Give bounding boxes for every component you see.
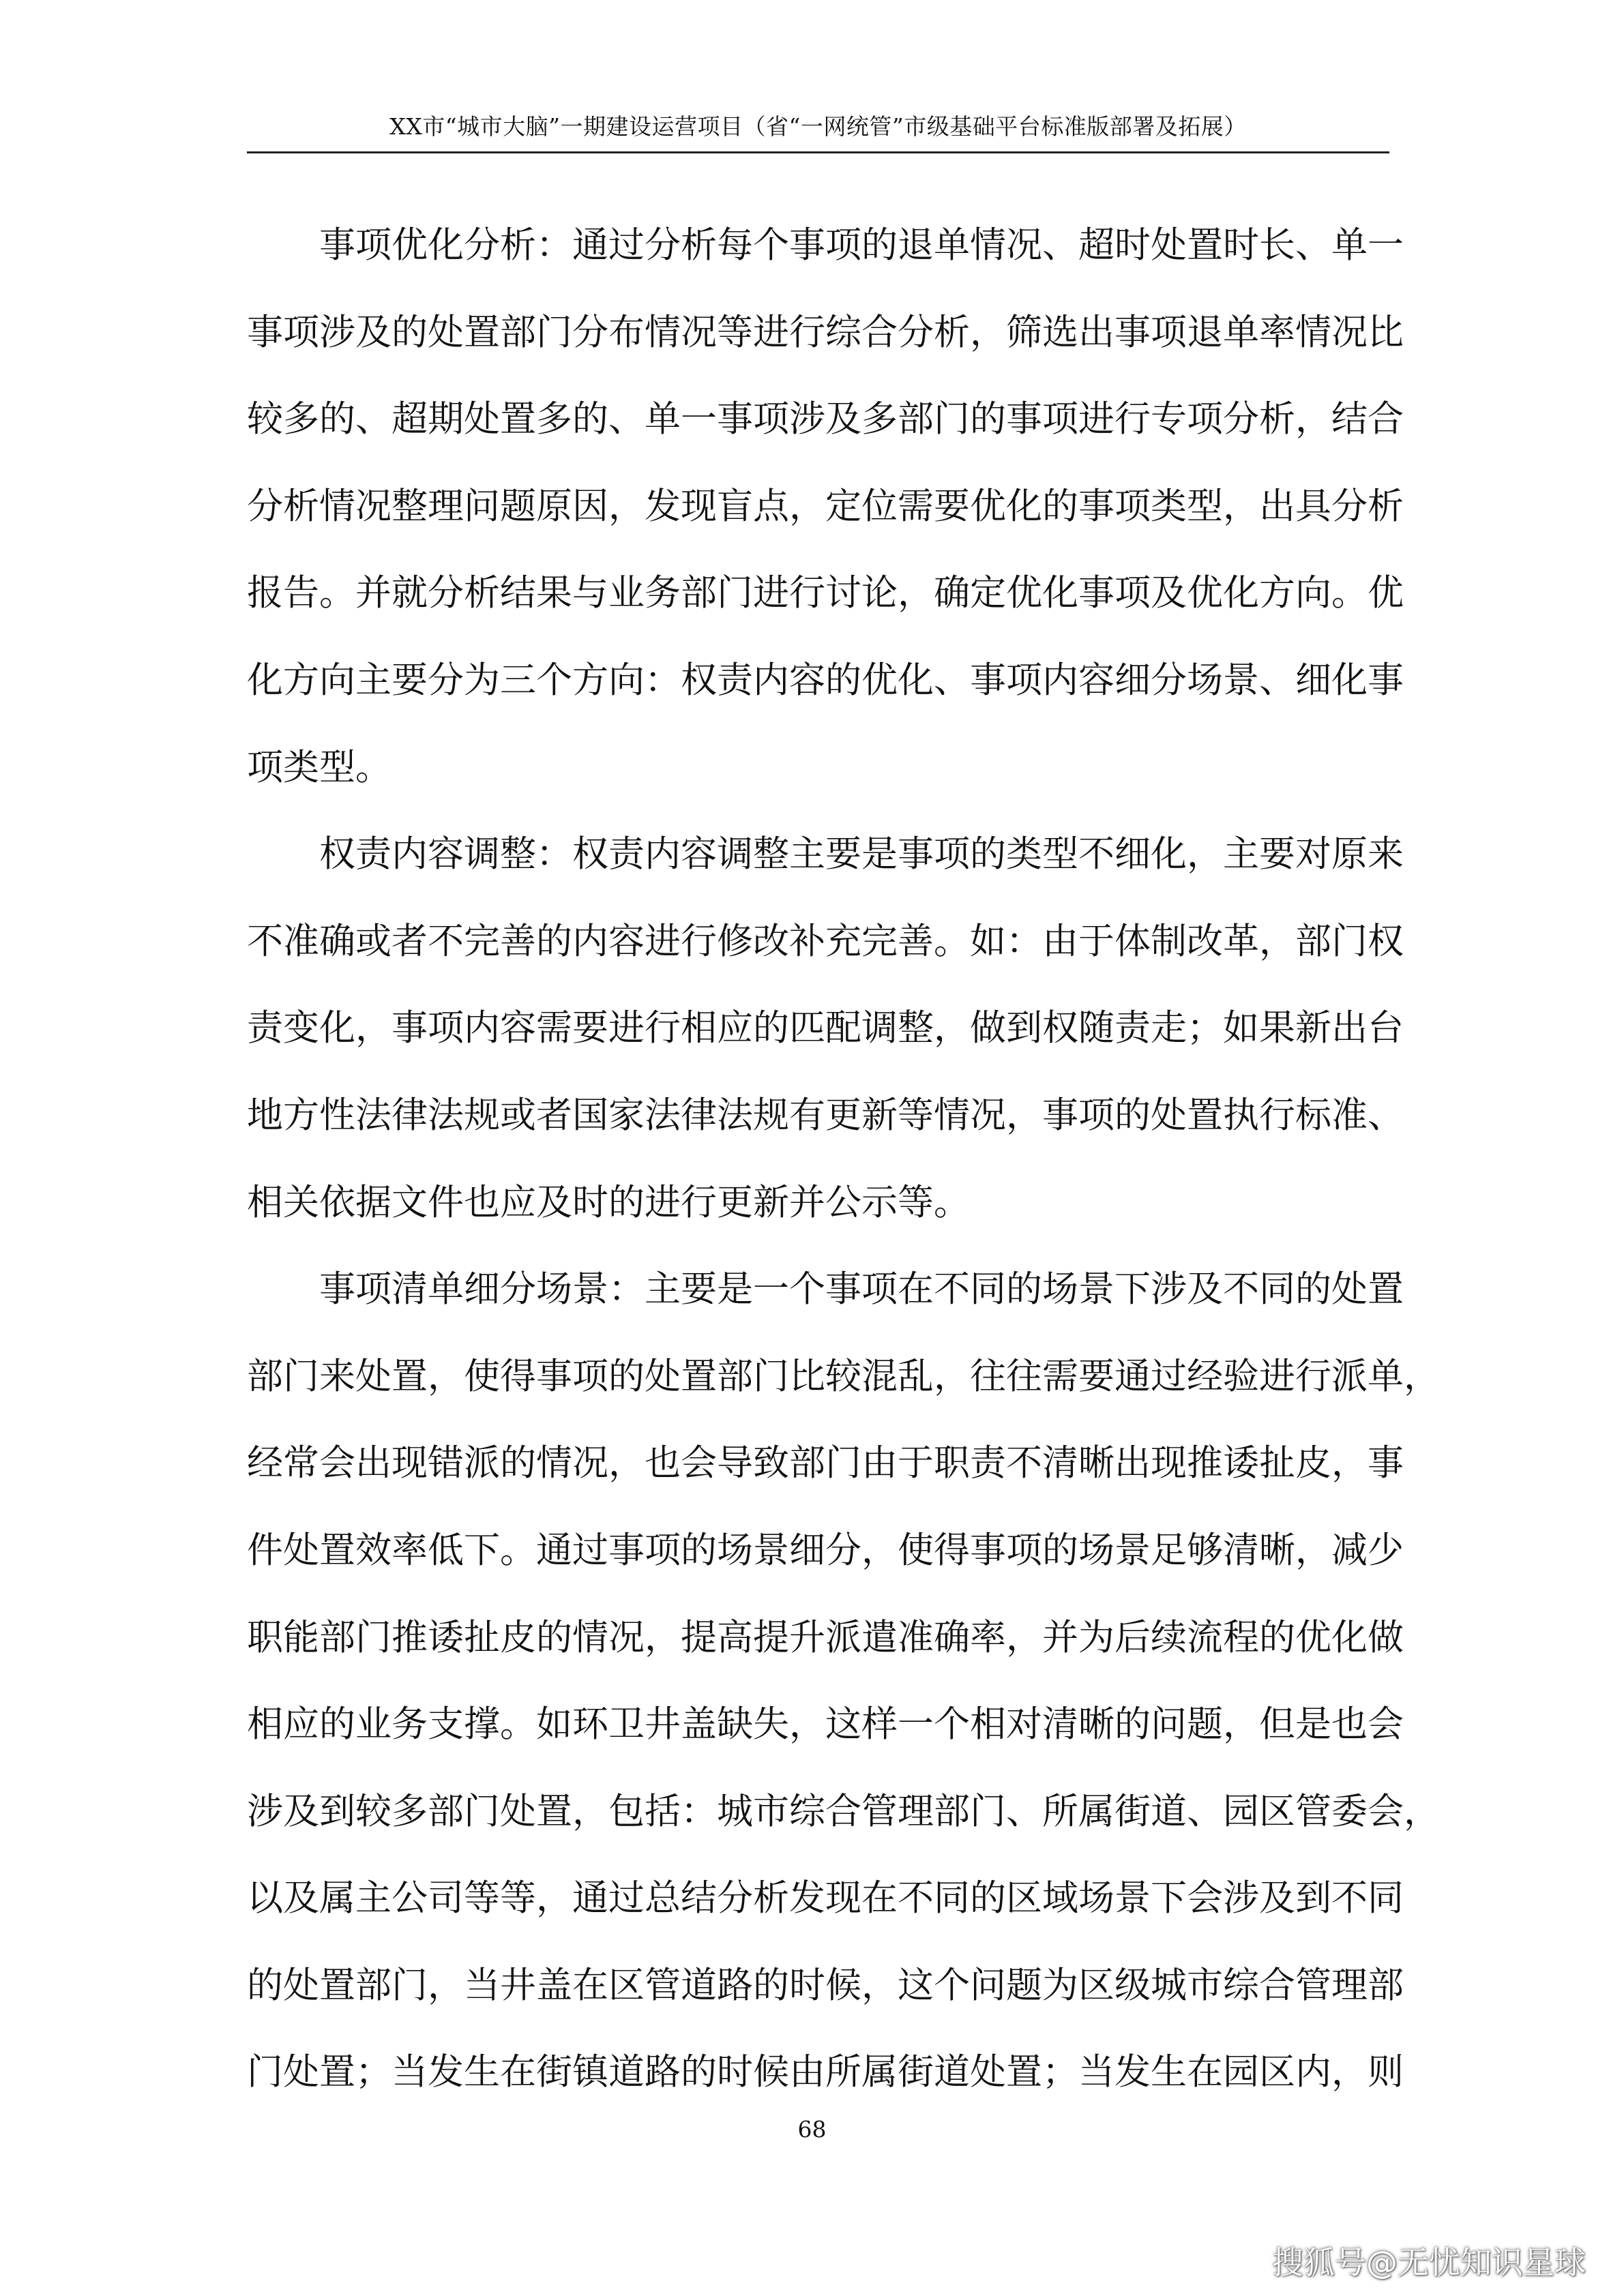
paragraph-line: 项类型。 — [247, 746, 392, 788]
paragraph-line: 地方性法律法规或者国家法律法规有更新等情况，事项的处置执行标准、 — [247, 1094, 1404, 1136]
paragraph-line: 化方向主要分为三个方向：权责内容的优化、事项内容细分场景、细化事 — [247, 659, 1404, 701]
watermark: 搜狐号@无忧知识星球 — [1272, 2244, 1586, 2281]
paragraph-line: 事项优化分析：通过分析每个事项的退单情况、超时处置时长、单一 — [319, 224, 1404, 266]
header-title: XX市“城市大脑”一期建设运营项目（省“一网统管”市级基础平台标准版部署及拓展） — [389, 113, 1247, 140]
paragraph-line: 以及属主公司等等，通过总结分析发现在不同的区域场景下会涉及到不同 — [247, 1877, 1404, 1920]
paragraph-responsibility-adjustment — [247, 822, 1404, 1257]
paragraph-line: 责变化，事项内容需要进行相应的匹配调整，做到权随责走；如果新出台 — [247, 1007, 1404, 1049]
paragraph-line: 相关依据文件也应及时的进行更新并公示等。 — [247, 1181, 970, 1223]
paragraph-line: 门处置；当发生在街镇道路的时候由所属街道处置；当发生在园区内，则 — [247, 2051, 1404, 2093]
page-number: 68 — [797, 2116, 827, 2143]
paragraph-line: 涉及到较多部门处置，包括：城市综合管理部门、所属街道、园区管委会， — [247, 1790, 1440, 1832]
paragraph-line: 事项涉及的处置部门分布情况等进行综合分析，筛选出事项退单率情况比 — [247, 311, 1404, 353]
paragraph-line: 分析情况整理问题原因，发现盲点，定位需要优化的事项类型，出具分析 — [247, 485, 1404, 527]
paragraph-scenario-subdivision — [247, 1257, 1440, 2127]
paragraph-line: 事项清单细分场景：主要是一个事项在不同的场景下涉及不同的处置 — [319, 1268, 1404, 1311]
paragraph-line: 不准确或者不完善的内容进行修改补充完善。如：由于体制改革，部门权 — [247, 920, 1404, 962]
document-body — [247, 213, 1440, 2127]
paragraph-line: 的处置部门，当井盖在区管道路的时候，这个问题为区级城市综合管理部 — [247, 1964, 1404, 2006]
paragraph-line: 较多的、超期处置多的、单一事项涉及多部门的事项进行专项分析，结合 — [247, 398, 1404, 441]
paragraph-line: 经常会出现错派的情况，也会导致部门由于职责不清晰出现推诿扯皮，事 — [247, 1442, 1404, 1485]
paragraph-line: 职能部门推诿扯皮的情况，提高提升派遣准确率，并为后续流程的优化做 — [247, 1616, 1404, 1658]
paragraph-line: 相应的业务支撑。如环卫井盖缺失，这样一个相对清晰的问题，但是也会 — [247, 1703, 1404, 1746]
paragraph-line: 件处置效率低下。通过事项的场景细分，使得事项的场景足够清晰，减少 — [247, 1529, 1404, 1571]
paragraph-optimization-analysis — [247, 213, 1404, 822]
paragraph-line: 部门来处置，使得事项的处置部门比较混乱，往往需要通过经验进行派单， — [247, 1355, 1440, 1397]
page-header — [247, 109, 1389, 153]
paragraph-line: 报告。并就分析结果与业务部门进行讨论，确定优化事项及优化方向。优 — [247, 572, 1404, 614]
paragraph-line: 权责内容调整：权责内容调整主要是事项的类型不细化，主要对原来 — [319, 833, 1404, 876]
